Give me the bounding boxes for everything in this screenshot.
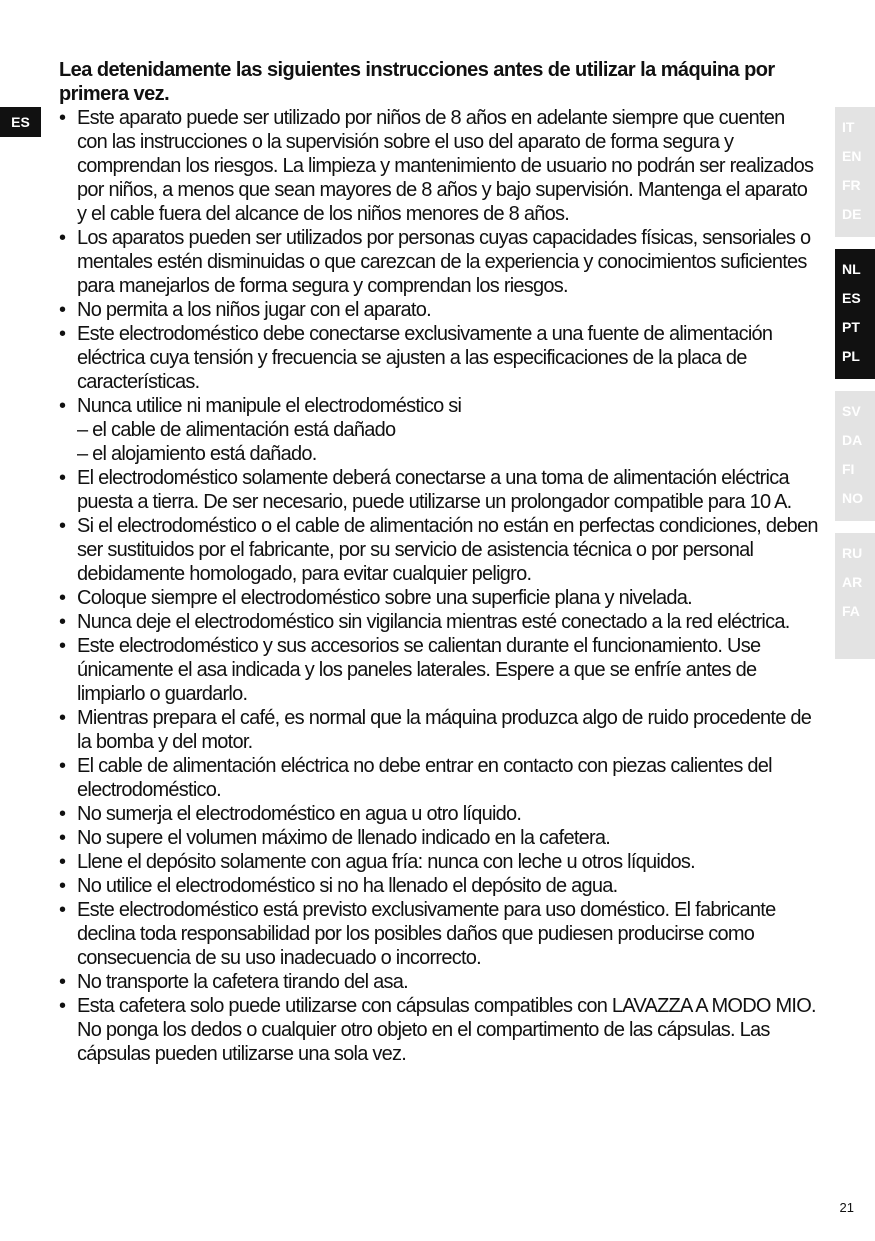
language-code-pl: PL [842, 348, 860, 364]
instruction-item [59, 754, 819, 802]
language-group-2 [835, 249, 875, 379]
instruction-item [59, 322, 819, 394]
language-code-de: DE [842, 206, 862, 222]
instruction-item [59, 826, 819, 850]
instruction-text: Los aparatos pueden ser utilizados por personas cuyas capacidades físicas, sensoriales o mentales estén disminuidas o que carezcan de la experiencia y conocimientos suficientes para manejarlos de forma segura y comprendan los riesgos. [77, 227, 811, 297]
instruction-item [59, 970, 819, 994]
language-code-fr: FR [842, 177, 861, 193]
instruction-text: El cable de alimentación eléctrica no debe entrar en contacto con piezas calientes del electrodoméstico. [77, 755, 772, 801]
language-code-fi: FI [842, 461, 855, 477]
instruction-text: Este aparato puede ser utilizado por niños de 8 años en adelante siempre que cuenten con las instrucciones o la supervisión sobre el uso del aparato de forma segura y comprendan los riesgos. La limpieza y mantenimiento de usuario no podrán ser realizados por niños, a menos que sean mayores de 8 años y bajo supervisión. Mantenga el aparato y el cable fuera del alcance de los niños menores de 8 años. [77, 107, 814, 225]
instruction-text: No permita a los niños jugar con el aparato. [77, 299, 431, 321]
language-group-1 [835, 107, 875, 237]
instruction-item [59, 634, 819, 706]
instruction-text: Esta cafetera solo puede utilizarse con cápsulas compatibles con LAVAZZA A MODO MIO. No ponga los dedos o cualquier otro objeto en el compartimento de las cápsulas. Las cápsulas pueden utilizarse una sola vez. [77, 995, 816, 1065]
instruction-item [59, 106, 819, 226]
instruction-item [59, 706, 819, 754]
instruction-item [59, 298, 819, 322]
instruction-text: Mientras prepara el café, es normal que la máquina produzca algo de ruido procedente de la bomba y del motor. [77, 707, 812, 753]
instruction-subitem: – el cable de alimentación está dañado [77, 419, 396, 441]
language-code-en: EN [842, 148, 862, 164]
instruction-text: Llene el depósito solamente con agua fría: nunca con leche u otros líquidos. [77, 851, 695, 873]
instruction-subitem: – el alojamiento está dañado. [77, 443, 317, 465]
language-code-ar: AR [842, 574, 863, 590]
instruction-text: Nunca deje el electrodoméstico sin vigilancia mientras esté conectado a la red eléctrica. [77, 611, 790, 633]
instruction-item [59, 802, 819, 826]
instruction-text: Este electrodoméstico debe conectarse exclusivamente a una fuente de alimentación eléctrica cuya tensión y frecuencia se ajusten a las especificaciones de la placa de características. [77, 323, 773, 393]
page-number: 21 [839, 1200, 854, 1215]
instruction-text: Este electrodoméstico y sus accesorios se calientan durante el funcionamiento. Use únicamente el asa indicada y los paneles laterales. Espere a que se enfríe antes de limpiarlo o guardarlo. [77, 635, 761, 705]
language-group-3 [835, 391, 875, 521]
language-code-da: DA [842, 432, 863, 448]
instruction-text: No supere el volumen máximo de llenado indicado en la cafetera. [77, 827, 611, 849]
language-code-ru: RU [842, 545, 863, 561]
language-code-fa: FA [842, 603, 860, 619]
instruction-item [59, 514, 819, 586]
instruction-item [59, 874, 819, 898]
language-group-4 [835, 533, 875, 659]
language-code-nl: NL [842, 261, 861, 277]
language-code-it: IT [842, 119, 855, 135]
instruction-item [59, 586, 819, 610]
language-code-sv: SV [842, 403, 861, 419]
section-language-tag: ES [0, 107, 41, 137]
language-code-es: ES [842, 290, 861, 306]
instruction-text: No sumerja el electrodoméstico en agua u otro líquido. [77, 803, 522, 825]
instruction-item [59, 394, 819, 466]
instruction-text: Coloque siempre el electrodoméstico sobre una superficie plana y nivelada. [77, 587, 692, 609]
instruction-item [59, 898, 819, 970]
instruction-text: Este electrodoméstico está previsto exclusivamente para uso doméstico. El fabricante declina toda responsabilidad por los posibles daños que pudiesen producirse como consecuencia de su uso inadecuado o incorrecto. [77, 899, 776, 969]
instruction-text: Nunca utilice ni manipule el electrodoméstico si [77, 395, 462, 417]
document-body [59, 58, 819, 1066]
instruction-text: No utilice el electrodoméstico si no ha llenado el depósito de agua. [77, 875, 618, 897]
instruction-text: El electrodoméstico solamente deberá conectarse a una toma de alimentación eléctrica puesta a tierra. De ser necesario, puede utilizarse un prolongador compatible para 10 A. [77, 467, 792, 513]
instruction-item [59, 994, 819, 1066]
instruction-item [59, 850, 819, 874]
instruction-item [59, 226, 819, 298]
instruction-text: No transporte la cafetera tirando del asa. [77, 971, 408, 993]
instruction-item [59, 610, 819, 634]
instruction-text: Si el electrodoméstico o el cable de alimentación no están en perfectas condiciones, deben ser sustituidos por el fabricante, por su servicio de asistencia técnica o por personal debidamente homologado, para evitar cualquier peligro. [77, 515, 818, 585]
page-heading: Lea detenidamente las siguientes instrucciones antes de utilizar la máquina por primera vez. [59, 59, 775, 105]
language-code-no: NO [842, 490, 863, 506]
safety-instructions-list [59, 106, 819, 1066]
language-code-pt: PT [842, 319, 860, 335]
instruction-item [59, 466, 819, 514]
